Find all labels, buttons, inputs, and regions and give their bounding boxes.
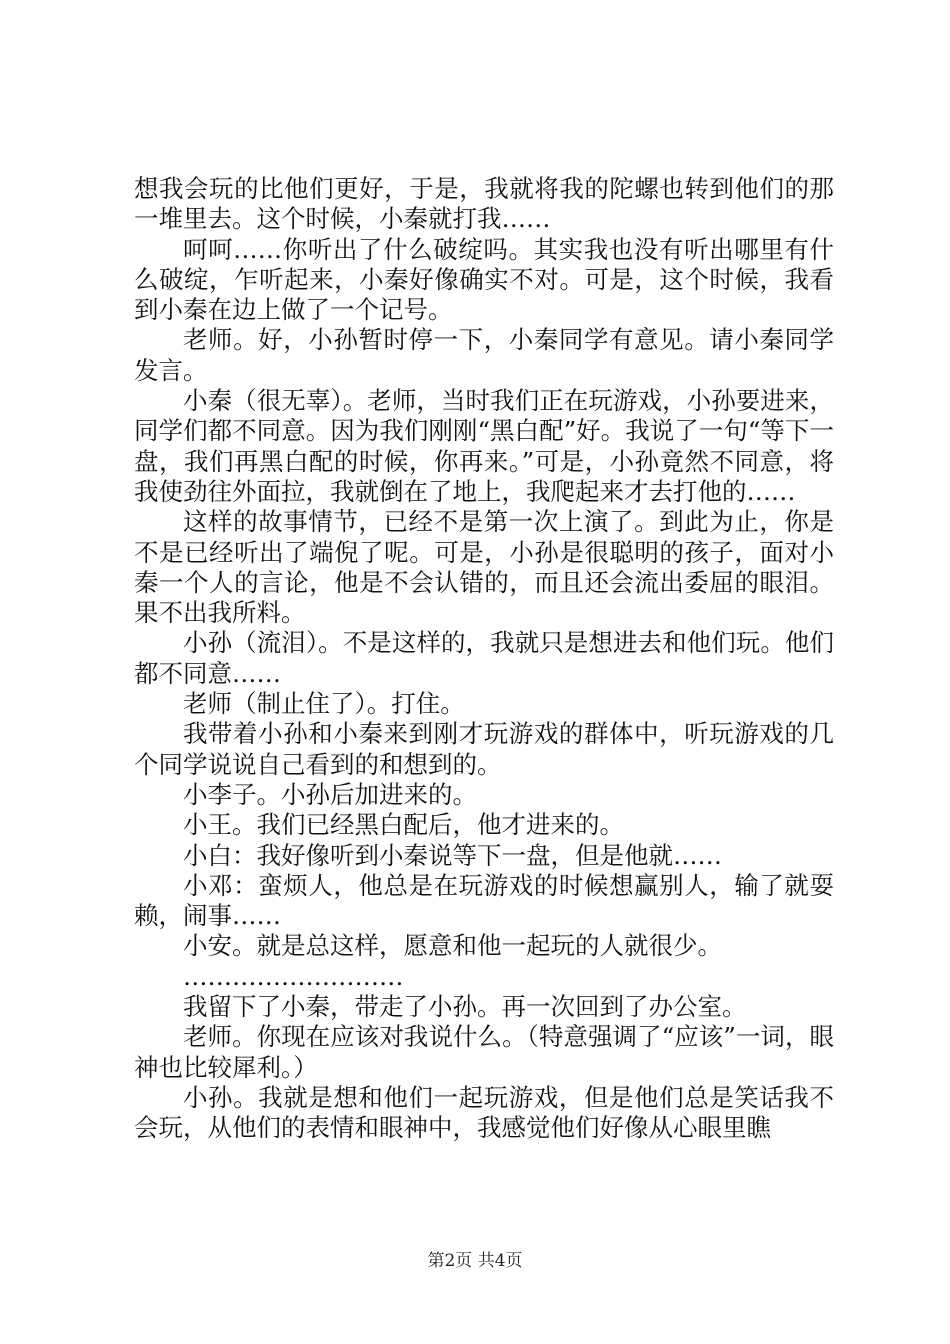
paragraph-7: 老师（制止住了）。打住。 (183, 689, 465, 719)
paragraph-15: 我留下了小秦，带走了小孙。再一次回到了办公室。 (183, 992, 747, 1022)
paragraph-17: 小孙。我就是想和他们一起玩游戏，但是他们总是笑话我不会玩，从他们的表情和眼神中，我感觉他们好像从心眼里瞧 (134, 1082, 834, 1143)
page-footer (0, 1246, 950, 1271)
paragraph-6: 小孙（流泪）。不是这样的，我就只是想进去和他们玩。他们都不同意…… (134, 628, 834, 688)
paragraph-4: 小秦（很无辜）。老师，当时我们正在玩游戏，小孙要进来，同学们都不同意。因为我们刚刚“黑白配”好。我说了一句“等下一盘，我们再黑白配的时候，你再来。”可是，小孙竟然不同意，将我使劲往外面拉，我就倒在了地上，我爬起来才去打他的…… (134, 386, 834, 506)
paragraph-3: 老师。好，小孙暂时停一下，小秦同学有意见。请小秦同学发言。 (134, 325, 834, 385)
paragraph-13: 小安。就是总这样，愿意和他一起玩的人就很少。 (183, 931, 722, 961)
paragraph-12: 小邓：蛮烦人，他总是在玩游戏的时候想赢别人，输了就耍赖，闹事…… (134, 870, 834, 931)
ellipsis-separator: ……………………… (183, 961, 404, 991)
paragraph-10: 小王。我们已经黑白配后，他才进来的。 (183, 810, 624, 840)
paragraph-1: 想我会玩的比他们更好，于是，我就将我的陀螺也转到他们的那一堆里去。这个时候，小秦就打我…… (134, 174, 834, 234)
paragraph-2: 呵呵……你听出了什么破绽吗。其实我也没有听出哪里有什么破绽，乍听起来，小秦好像确实不对。可是，这个时候，我看到小秦在边上做了一个记号。 (134, 234, 834, 325)
paragraph-16: 老师。你现在应该对我说什么。（特意强调了“应该”一词，眼神也比较犀利。） (134, 1022, 834, 1082)
paragraph-11: 小白：我好像听到小秦说等下一盘，但是他就…… (183, 840, 722, 870)
page-number-indicator: 第2页 共4页 (427, 1251, 523, 1271)
document-body (134, 174, 834, 1144)
paragraph-8: 我带着小孙和小秦来到刚才玩游戏的群体中，听玩游戏的几个同学说说自己看到的和想到的。 (134, 719, 834, 779)
paragraph-5: 这样的故事情节，已经不是第一次上演了。到此为止，你是不是已经听出了端倪了呢。可是，小孙是很聪明的孩子，面对小秦一个人的言论，他是不会认错的，而且还会流出委屈的眼泪。果不出我所料。 (134, 507, 834, 628)
paragraph-9: 小李子。小孙后加进来的。 (183, 779, 477, 809)
